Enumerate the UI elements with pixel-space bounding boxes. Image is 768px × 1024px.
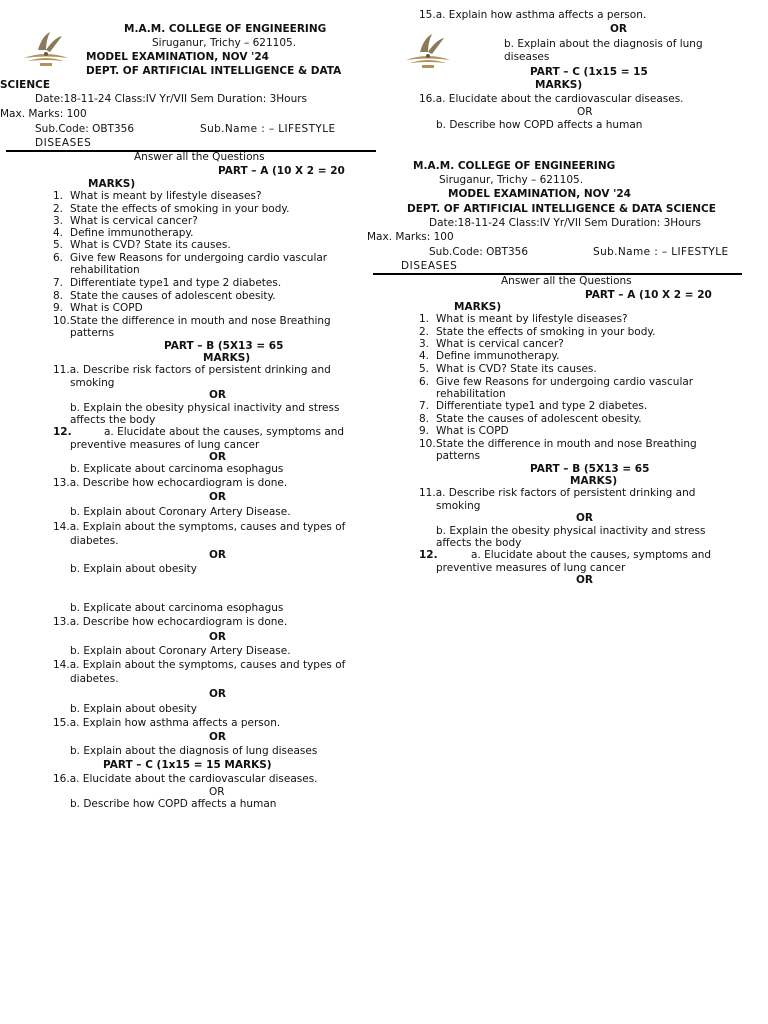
q14a-cont: diabetes. xyxy=(70,535,119,547)
q-number: 4. xyxy=(53,227,64,239)
question-text: What is COPD xyxy=(70,302,143,314)
q12a: a. Elucidate about the causes, symptoms and xyxy=(471,549,712,561)
college-logo-icon xyxy=(16,28,76,70)
question-text: What is cervical cancer? xyxy=(70,215,198,227)
q-number: 7. xyxy=(419,400,430,412)
q-number: 6. xyxy=(53,252,64,264)
instructions: Answer all the Questions xyxy=(501,275,632,287)
or-separator: OR xyxy=(209,549,227,561)
department-cont: SCIENCE xyxy=(0,79,51,91)
q14a-cont-repeat: diabetes. xyxy=(70,673,119,685)
q12a-cont: preventive measures of lung cancer xyxy=(70,439,260,451)
q-number: 4. xyxy=(419,350,430,362)
or-separator: OR xyxy=(577,106,593,118)
subject-code: Sub.Code: OBT356 xyxy=(35,123,135,135)
q13a: 13.a. Describe how echocardiogram is done. xyxy=(53,477,288,489)
subject-code: Sub.Code: OBT356 xyxy=(429,246,529,258)
q15a-top: 15.a. Explain how asthma affects a person. xyxy=(419,9,647,21)
q11a-cont: smoking xyxy=(436,500,481,512)
q-number: 9. xyxy=(419,425,430,437)
question-text: What is CVD? State its causes. xyxy=(436,363,597,375)
question-text: What is meant by lifestyle diseases? xyxy=(436,313,628,325)
q16a: 16.a. Elucidate about the cardiovascular diseases. xyxy=(53,773,318,785)
question-text: State the effects of smoking in your body. xyxy=(70,203,290,215)
question-text: What is COPD xyxy=(436,425,509,437)
q11b-cont: affects the body xyxy=(70,414,156,426)
part-b-heading: PART – B (5X13 = 65 xyxy=(530,463,650,475)
q11a-cont: smoking xyxy=(70,377,115,389)
or-separator: OR xyxy=(209,688,227,700)
question-text: Differentiate type1 and type 2 diabetes. xyxy=(70,277,282,289)
part-a-heading-cont: MARKS) xyxy=(454,301,502,313)
or-separator: OR xyxy=(576,574,594,586)
question-text: State the causes of adolescent obesity. xyxy=(436,413,642,425)
exam-title: MODEL EXAMINATION, NOV '24 xyxy=(448,188,631,200)
question-text: State the difference in mouth and nose Breathing xyxy=(70,315,331,327)
q-number: 3. xyxy=(419,338,430,350)
or-separator: OR xyxy=(209,631,227,643)
q-number: 10. xyxy=(419,438,436,450)
question-text: Define immunotherapy. xyxy=(436,350,560,362)
q15b-top: b. Explain about the diagnosis of lung xyxy=(504,38,703,50)
q12a: a. Elucidate about the causes, symptoms and xyxy=(104,426,345,438)
part-a-heading: PART – A (10 X 2 = 20 xyxy=(218,165,345,177)
or-separator: OR xyxy=(209,731,227,743)
question-text-cont: rehabilitation xyxy=(70,264,140,276)
question-text: Give few Reasons for undergoing cardio vascular xyxy=(70,252,328,264)
question-text-cont: rehabilitation xyxy=(436,388,506,400)
q12-number: 12. xyxy=(419,549,438,561)
part-c-heading-cont: MARKS) xyxy=(535,79,583,91)
college-name: M.A.M. COLLEGE OF ENGINEERING xyxy=(413,160,616,172)
part-a-heading-cont: MARKS) xyxy=(88,178,136,190)
exam-details: Date:18-11-24 Class:IV Yr/VII Sem Duration: 3Hours xyxy=(429,217,702,229)
part-b-heading-cont: MARKS) xyxy=(203,352,251,364)
q14b-repeat: b. Explain about obesity xyxy=(70,703,198,715)
question-text: Give few Reasons for undergoing cardio vascular xyxy=(436,376,694,388)
q-number: 8. xyxy=(53,290,64,302)
or-separator: OR xyxy=(209,389,227,401)
q13b-repeat: b. Explain about Coronary Artery Disease. xyxy=(70,645,291,657)
q11b: b. Explain the obesity physical inactivity and stress xyxy=(436,525,706,537)
department: DEPT. OF ARTIFICIAL INTELLIGENCE & DATA xyxy=(86,65,342,77)
question-text: Define immunotherapy. xyxy=(70,227,194,239)
or-separator: OR xyxy=(209,786,225,798)
question-text: State the causes of adolescent obesity. xyxy=(70,290,276,302)
q16b: b. Describe how COPD affects a human xyxy=(70,798,277,810)
college-address: Siruganur, Trichy – 621105. xyxy=(152,37,297,49)
college-address: Siruganur, Trichy – 621105. xyxy=(439,174,584,186)
exam-title: MODEL EXAMINATION, NOV '24 xyxy=(86,51,269,63)
q11b-cont: affects the body xyxy=(436,537,522,549)
q12b: b. Explicate about carcinoma esophagus xyxy=(70,463,284,475)
part-c-heading: PART – C (1x15 = 15 MARKS) xyxy=(103,759,272,771)
q14a: 14.a. Explain about the symptoms, causes and types of xyxy=(53,521,346,533)
q15a: 15.a. Explain how asthma affects a person. xyxy=(53,717,281,729)
or-separator: OR xyxy=(610,23,628,35)
subject-name-cont: DISEASES xyxy=(401,260,458,272)
q15b-top-cont: diseases xyxy=(504,51,550,63)
q-number: 7. xyxy=(53,277,64,289)
part-a-heading: PART – A (10 X 2 = 20 xyxy=(585,289,712,301)
max-marks: Max. Marks: 100 xyxy=(367,231,454,243)
instructions: Answer all the Questions xyxy=(134,151,265,163)
q14b: b. Explain about obesity xyxy=(70,563,198,575)
q-number: 1. xyxy=(419,313,430,325)
question-text: State the effects of smoking in your body. xyxy=(436,326,656,338)
question-text: State the difference in mouth and nose Breathing xyxy=(436,438,697,450)
question-text: What is cervical cancer? xyxy=(436,338,564,350)
q11a: 11.a. Describe risk factors of persistent drinking and xyxy=(419,487,696,499)
part-b-heading-cont: MARKS) xyxy=(570,475,618,487)
part-c-heading: PART – C (1x15 = 15 xyxy=(530,66,648,78)
q12a-cont: preventive measures of lung cancer xyxy=(436,562,626,574)
part-b-heading: PART – B (5X13 = 65 xyxy=(164,340,284,352)
max-marks: Max. Marks: 100 xyxy=(0,108,87,120)
q14a-repeat: 14.a. Explain about the symptoms, causes and types of xyxy=(53,659,346,671)
q-number: 6. xyxy=(419,376,430,388)
q13b: b. Explain about Coronary Artery Disease. xyxy=(70,506,291,518)
exam-details: Date:18-11-24 Class:IV Yr/VII Sem Duration: 3Hours xyxy=(35,93,308,105)
subject-name: Sub.Name : – LIFESTYLE xyxy=(593,246,729,258)
question-text: What is meant by lifestyle diseases? xyxy=(70,190,262,202)
subject-name-cont: DISEASES xyxy=(35,137,92,149)
q11a: 11.a. Describe risk factors of persistent drinking and xyxy=(53,364,331,376)
q-number: 1. xyxy=(53,190,64,202)
department: DEPT. OF ARTIFICIAL INTELLIGENCE & DATA SCIENCE xyxy=(407,203,716,215)
q-number: 9. xyxy=(53,302,64,314)
q-number: 2. xyxy=(419,326,430,338)
question-text-cont: patterns xyxy=(436,450,481,462)
q16b-top: b. Describe how COPD affects a human xyxy=(436,119,643,131)
q-number: 3. xyxy=(53,215,64,227)
question-text: What is CVD? State its causes. xyxy=(70,239,231,251)
q-number: 10. xyxy=(53,315,70,327)
q11b: b. Explain the obesity physical inactivity and stress xyxy=(70,402,340,414)
q16a-top: 16.a. Elucidate about the cardiovascular diseases. xyxy=(419,93,684,105)
question-text-cont: patterns xyxy=(70,327,115,339)
q-number: 5. xyxy=(53,239,64,251)
q13a-repeat: 13.a. Describe how echocardiogram is done. xyxy=(53,616,288,628)
subject-name: Sub.Name : – LIFESTYLE xyxy=(200,123,336,135)
or-separator: OR xyxy=(209,491,227,503)
q12b-repeat: b. Explicate about carcinoma esophagus xyxy=(70,602,284,614)
q12-number: 12. xyxy=(53,426,72,438)
college-logo-icon xyxy=(398,30,458,72)
question-text: Differentiate type1 and type 2 diabetes. xyxy=(436,400,648,412)
college-name: M.A.M. COLLEGE OF ENGINEERING xyxy=(124,23,327,35)
q-number: 5. xyxy=(419,363,430,375)
or-separator: OR xyxy=(576,512,594,524)
q-number: 8. xyxy=(419,413,430,425)
q15b: b. Explain about the diagnosis of lung diseases xyxy=(70,745,318,757)
or-separator: OR xyxy=(209,451,227,463)
q-number: 2. xyxy=(53,203,64,215)
